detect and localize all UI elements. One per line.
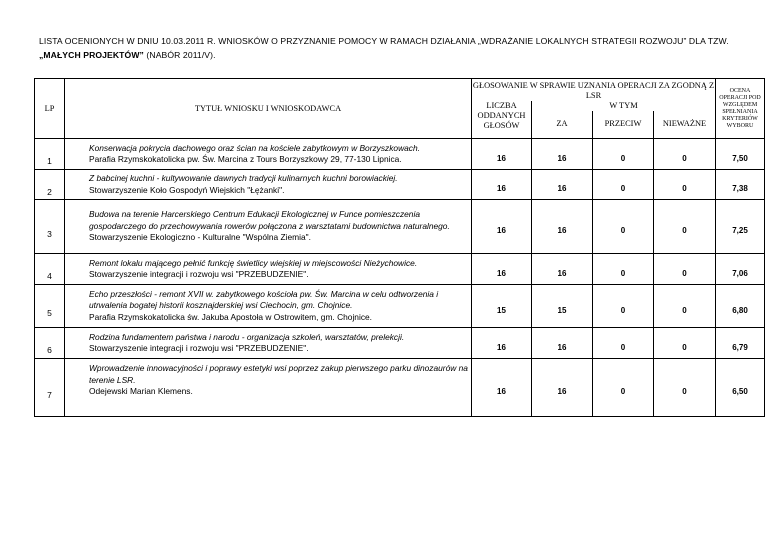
- row-applicant: Stowarzyszenie Ekologiczno - Kulturalne "Wspólna Ziemia".: [89, 232, 311, 243]
- row-za: 16: [532, 139, 593, 170]
- row-lp: 5: [35, 285, 65, 328]
- header-voting: GŁOSOWANIE W SPRAWIE UZNANIA OPERACJI ZA ZGODNĄ Z LSR: [472, 80, 715, 100]
- row-title: Budowa na terenie Harcerskiego Centrum Edukacji Ekologicznej w Funce pomieszczenia gospodarczego do przechowywania rowerów połączona z warsztatami budownictwa naturalnego.: [89, 209, 450, 231]
- row-za: 16: [532, 254, 593, 285]
- row-za: 16: [532, 328, 593, 359]
- row-przeciw: 0: [593, 139, 654, 170]
- row-niewazne: 0: [654, 170, 716, 200]
- row-przeciw: 0: [593, 285, 654, 328]
- row-applicant: Stowarzyszenie integracji i rozwoju wsi "PRZEBUDZENIE".: [89, 343, 309, 353]
- row-title-cell: [65, 328, 472, 359]
- header-przeciw: PRZECIW: [593, 111, 654, 139]
- row-votes: 16: [472, 200, 532, 254]
- row-title: Konserwacja pokrycia dachowego oraz ścian na kościele zabytkowym w Borzyszkowach.: [89, 142, 420, 153]
- row-votes: 15: [472, 285, 532, 328]
- row-ocena: 7,50: [716, 139, 765, 170]
- row-za: 16: [532, 170, 593, 200]
- row-title-cell: [65, 285, 472, 328]
- row-ocena: 6,79: [716, 328, 765, 359]
- row-title-cell: [65, 254, 472, 285]
- header-title: TYTUŁ WNIOSKU I WNIOSKODAWCA: [65, 79, 472, 139]
- row-title: Remont lokalu mającego pełnić funkcję świetlicy wiejskiej w miejscowości Nieżychowice.: [89, 257, 418, 268]
- document-heading: [39, 34, 739, 62]
- row-przeciw: 0: [593, 328, 654, 359]
- row-title: Wprowadzenie innowacyjności i poprawy estetyki wsi poprzez zakup pierwszego parku dinozaurów na terenie LSR.: [89, 363, 468, 385]
- row-niewazne: 0: [654, 200, 716, 254]
- row-votes: 16: [472, 139, 532, 170]
- header-of-which: W TYM: [532, 101, 716, 111]
- row-title-cell: [65, 200, 472, 254]
- table-row: [35, 328, 765, 359]
- table-row: [35, 139, 765, 170]
- row-ocena: 6,80: [716, 285, 765, 328]
- row-niewazne: 0: [654, 254, 716, 285]
- results-table: [34, 78, 765, 417]
- heading-rest: (NABÓR 2011/V).: [143, 50, 216, 60]
- row-przeciw: 0: [593, 359, 654, 417]
- heading-line-1: LISTA OCENIONYCH W DNIU 10.03.2011 R. WNIOSKÓW O PRZYZNANIE POMOCY W RAMACH DZIAŁANIA „WDRAŻANIE LOKALNYCH STRATEGII ROZWOJU” DLA TZW.: [39, 36, 729, 46]
- row-title: Rodzina fundamentem państwa i narodu - organizacja szkoleń, warsztatów, prelekcji.: [89, 331, 405, 342]
- row-niewazne: 0: [654, 285, 716, 328]
- row-przeciw: 0: [593, 170, 654, 200]
- row-title: Echo przeszłości - remont XVII w. zabytkowego kościoła pw. Św. Marcina w celu odtworzenia i utrwalenia bogatej historii kosznajderskiej wsi Ciechocin, gm. Chojnice.: [89, 288, 439, 311]
- row-przeciw: 0: [593, 200, 654, 254]
- row-niewazne: 0: [654, 359, 716, 417]
- heading-line-2: [39, 48, 739, 62]
- row-lp: 3: [35, 200, 65, 254]
- row-za: 15: [532, 285, 593, 328]
- table-row: [35, 254, 765, 285]
- row-votes: 16: [472, 328, 532, 359]
- table-row: [35, 170, 765, 200]
- row-ocena: 7,38: [716, 170, 765, 200]
- row-title-cell: [65, 139, 472, 170]
- row-lp: 7: [35, 359, 65, 417]
- table-row: [35, 285, 765, 328]
- row-applicant: Odejewski Marian Klemens.: [89, 386, 193, 396]
- row-ocena: 6,50: [716, 359, 765, 417]
- header-votes-count: LICZBA ODDANYCH GŁOSÓW: [472, 101, 532, 139]
- row-lp: 2: [35, 170, 65, 200]
- row-ocena: 7,25: [716, 200, 765, 254]
- header-lp: LP: [35, 79, 65, 139]
- row-za: 16: [532, 200, 593, 254]
- header-za: ZA: [532, 111, 593, 139]
- table-row: [35, 359, 765, 417]
- row-votes: 16: [472, 170, 532, 200]
- row-lp: 1: [35, 139, 65, 170]
- row-title-cell: [65, 170, 472, 200]
- row-applicant: Parafia Rzymskokatolicka św. Jakuba Apostoła w Ostrowitem, gm. Chojnice.: [89, 311, 372, 322]
- row-votes: 16: [472, 254, 532, 285]
- row-applicant: Stowarzyszenie Koło Gospodyń Wiejskich "Łężanki".: [89, 184, 285, 195]
- table-row: [35, 200, 765, 254]
- header-niewazne: NIEWAŻNE: [654, 111, 716, 139]
- header-ocena: OCENA OPERACJI POD WZGLĘDEM SPEŁNIANIA KRYTERIÓW WYBORU: [716, 79, 765, 139]
- row-za: 16: [532, 359, 593, 417]
- row-niewazne: 0: [654, 139, 716, 170]
- row-title-cell: [65, 359, 472, 417]
- row-applicant: Stowarzyszenie integracji i rozwoju wsi "PRZEBUDZENIE".: [89, 269, 309, 279]
- row-ocena: 7,06: [716, 254, 765, 285]
- row-przeciw: 0: [593, 254, 654, 285]
- row-title: Z babcinej kuchni - kultywowanie dawnych tradycji kulinarnych kuchni borowiackiej.: [89, 173, 398, 183]
- row-lp: 4: [35, 254, 65, 285]
- row-applicant: Parafia Rzymskokatolicka pw. Św. Marcina z Tours Borzyszkowy 29, 77-130 Lipnica.: [89, 154, 402, 164]
- row-votes: 16: [472, 359, 532, 417]
- heading-bold-part: „MAŁYCH PROJEKTÓW”: [39, 50, 144, 60]
- row-niewazne: 0: [654, 328, 716, 359]
- row-lp: 6: [35, 328, 65, 359]
